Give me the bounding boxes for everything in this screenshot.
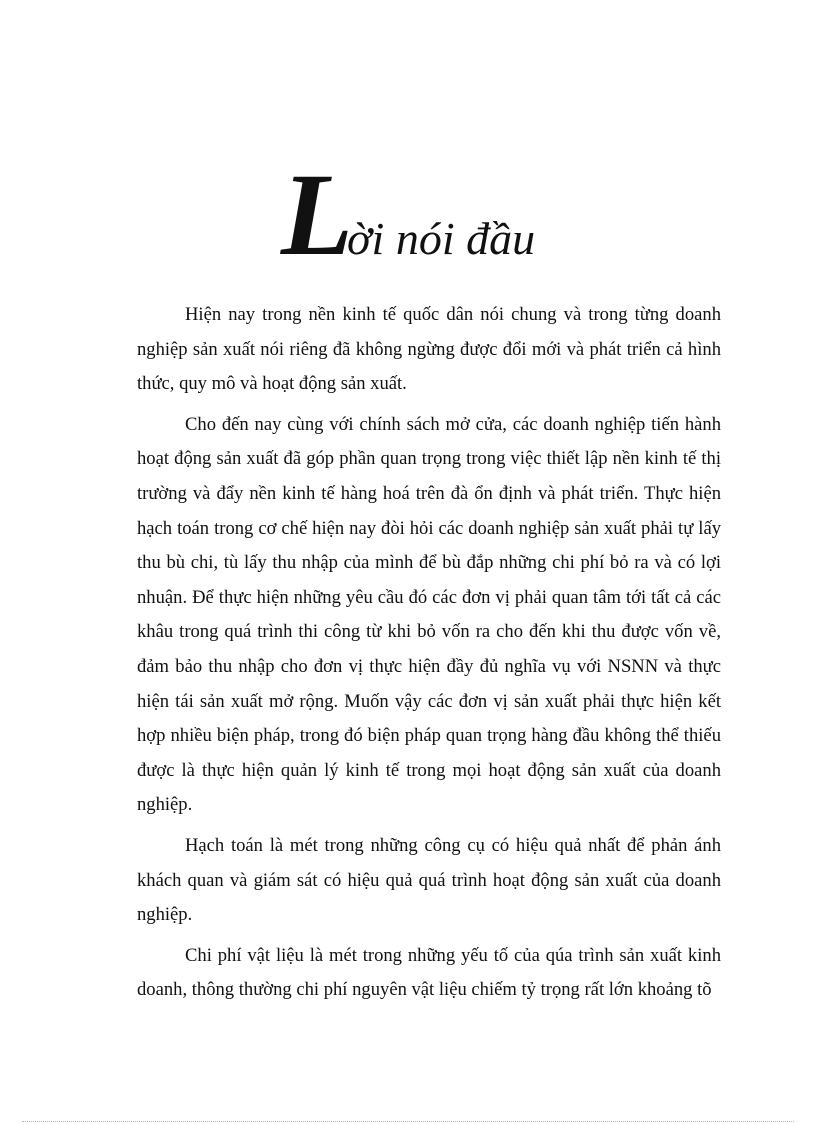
paragraph-4: Chi phí vật liệu là mét trong những yếu tố của qúa trình sản xuất kinh doanh, thông thường chi phí nguyên vật liệu chiếm tỷ trọng rất lớn khoảng tõ (137, 944, 721, 1001)
title-text: ời nói đầu (346, 213, 536, 265)
title-drop-cap: L (280, 149, 349, 281)
paragraph-3: Hạch toán là mét trong những công cụ có hiệu quả nhất để phản ánh khách quan và giám sát có hiệu quả quá trình hoạt động sản xuất của doanh nghiệp. (137, 834, 721, 926)
paragraph-2: Cho đến nay cùng với chính sách mở cửa, các doanh nghiệp tiến hành hoạt động sản xuất đã góp phần quan trọng trong việc thiết lập nền kinh tế thị trường và đẩy nền kinh tế hàng hoá trên đà ổn định và phát triển. Thực hiện hạch toán trong cơ chế hiện nay đòi hỏi các doanh nghiệp sản xuất phải tự lấy thu bù chi, tù lấy thu nhập của mình để bù đắp những chi phí bỏ ra và có lợi nhuận. Để thực hiện những yêu cầu đó các đơn vị phải quan tâm tới tất cả các khâu trong quá trình thi công từ khi bỏ vốn ra cho đến khi thu được vốn về, đảm bảo thu nhập cho đơn vị thực hiện đầy đủ nghĩa vụ với NSNN và thực hiện tái sản xuất mở rộng. Muốn vậy các đơn vị sản xuất phải thực hiện kết hợp nhiều biện pháp, trong đó biện pháp quan trọng hàng đầu không thể thiếu được là thực hiện quản lý kinh tế trong mọi hoạt động sản xuất của doanh nghiệp. (137, 413, 721, 816)
page-title (0, 149, 816, 281)
page-bottom-divider (22, 1121, 794, 1122)
paragraph-1: Hiện nay trong nền kinh tế quốc dân nói chung và trong từng doanh nghiệp sản xuất nói riêng đã không ngừng được đổi mới và phát triển cả hình thức, quy mô và hoạt động sản xuất. (137, 304, 721, 395)
document-body (137, 298, 721, 1014)
